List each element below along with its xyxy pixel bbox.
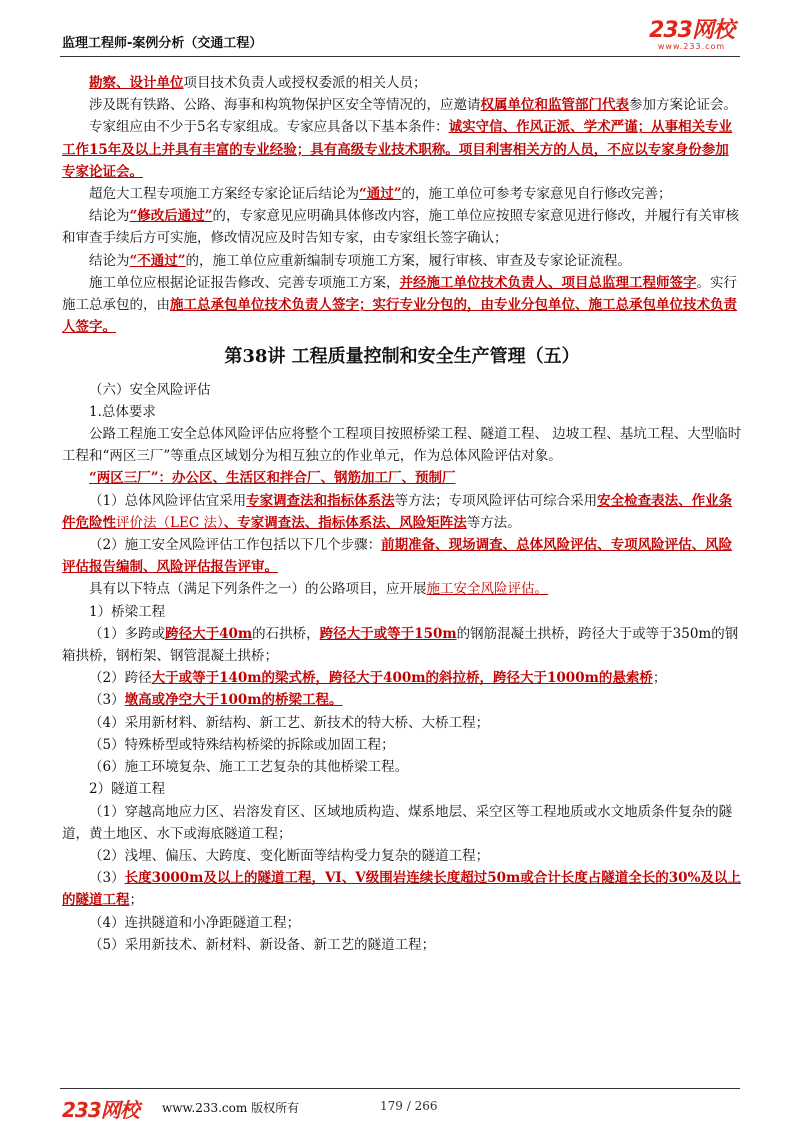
highlight-text: 施工安全风险评估。 <box>426 581 548 598</box>
body-text: 等方法；专项风险评估可综合采用 <box>394 492 598 509</box>
paragraph <box>62 534 742 578</box>
paragraph <box>62 272 742 339</box>
key-point-text: 并经施工单位技术负责人、项目总监理工程师签字 <box>399 274 697 291</box>
body-text: 的石拱桥， <box>252 625 320 642</box>
body-text: （4）采用新材料、新结构、新工艺、新技术的特大桥、大桥工程； <box>89 714 490 731</box>
body-text: （5）特殊桥型或特殊结构桥梁的拆除或加固工程； <box>89 736 395 753</box>
body-text: 具有以下特点（满足下列条件之一）的公路项目，应开展 <box>89 581 427 598</box>
body-text: 参加方案论证会。 <box>629 97 737 114</box>
key-point-text: 权属单位和监管部门代表 <box>480 97 629 114</box>
paragraph <box>62 734 742 756</box>
highlight-text: 评价法（LEC 法） <box>116 514 224 531</box>
paragraph <box>62 912 742 934</box>
paragraph <box>62 72 742 94</box>
key-point-text: 大于或等于140m的梁式桥，跨径大于400m的斜拉桥，跨径大于1000m的悬索桥 <box>151 670 653 687</box>
key-point-text: 跨径大于或等于150m <box>319 625 457 642</box>
body-text: 超危大工程专项施工方案经专家论证后结论为 <box>89 186 359 203</box>
paragraph <box>62 423 742 467</box>
body-text: 施工单位应根据论证报告修改、完善专项施工方案， <box>89 274 400 291</box>
paragraph <box>62 801 742 845</box>
paragraph <box>62 467 742 489</box>
body-text: 的，专家意见应明确具体修改内容，施工单位应按照专家意见进行修改，并履行有关审核和审查手续后方可实施，修改情况应及时告知专家，由专家组长签字确认； <box>62 208 740 247</box>
body-text: 公路工程施工安全总体风险评估应将整个工程项目按照桥梁工程、隧道工程、 边坡工程、基坑工程、大型临时工程和“两区三厂”等重点区域划分为相互独立的作业单元，作为总体风险评估对象。 <box>62 426 742 465</box>
body-text: 的钢筋混凝土拱桥，跨径大于或等于350m的钢箱拱桥，钢桁架、钢管混凝土拱桥； <box>62 625 739 665</box>
section-a <box>62 72 742 338</box>
page-number: 179 / 266 <box>380 1099 438 1113</box>
logo-main: 233网校 <box>649 18 734 43</box>
key-point-text: 施工总承包单位技术负责人签字；实行专业分包的，由专业分包单位、施工总承包单位技术负责人签字。 <box>62 297 737 336</box>
key-point-text: 勘察、设计单位 <box>89 75 184 91</box>
paragraph <box>62 689 742 711</box>
paragraph <box>62 623 742 667</box>
paragraph <box>62 934 742 956</box>
key-point-text: 墩高或净空大于100m的桥梁工程。 <box>124 692 343 709</box>
key-point-text: 跨径大于40m <box>165 625 253 642</box>
key-point-text: 、专家调查法、指标体系法、风险矩阵法 <box>223 514 467 531</box>
body-text: 涉及既有铁路、公路、海事和构筑物保护区安全等情况的，应邀请 <box>89 97 481 114</box>
header-rule <box>60 56 740 57</box>
body-text: 结论为 <box>89 252 130 269</box>
key-point-text: “两区三厂”：办公区、生活区和拌合厂、钢筋加工厂、预制厂 <box>89 470 456 487</box>
paragraph <box>62 205 742 249</box>
body-text: 2）隧道工程 <box>89 781 166 798</box>
paragraph <box>62 183 742 205</box>
body-text: 专家组应由不少于5名专家组成。专家应具备以下基本条件： <box>89 119 449 136</box>
paragraph <box>62 712 742 734</box>
paragraph <box>62 379 742 401</box>
paragraph <box>62 94 742 116</box>
body-text: （2）跨径 <box>89 670 152 687</box>
document-body <box>62 72 742 956</box>
footer-copyright: www.233.com 版权所有 <box>162 1101 300 1115</box>
body-text: （4）连拱隧道和小净距隧道工程； <box>89 914 301 931</box>
paragraph <box>62 756 742 778</box>
body-text: （2）施工安全风险评估工作包括以下几个步骤： <box>89 537 382 554</box>
key-point-text: 诚实守信、作风正派、学术严谨；从事相关专业工作15年及以上并具有丰富的专业经验；具有高级专业技术职称。项目利害相关方的人员，不应以专家身份参加专家论证会。 <box>62 119 733 180</box>
body-text: ； <box>652 670 667 687</box>
body-text: 的，施工单位可参考专家意见自行修改完善； <box>401 186 672 203</box>
lecture-heading: 第38讲 工程质量控制和安全生产管理（五） <box>224 346 580 368</box>
paragraph <box>62 867 742 911</box>
body-text: 项目技术负责人或授权委派的相关人员； <box>183 75 427 91</box>
key-point-text: 专家调查法和指标体系法 <box>246 492 395 509</box>
paragraph <box>62 116 742 183</box>
logo-sub: www.233.com <box>657 42 726 51</box>
body-text: 1）桥梁工程 <box>89 603 166 620</box>
header-title: 监理工程师-案例分析（交通工程） <box>62 36 263 51</box>
body-text: （5）采用新技术、新材料、新设备、新工艺的隧道工程； <box>89 936 436 953</box>
paragraph <box>62 578 742 600</box>
body-text: （3） <box>89 870 125 887</box>
body-text: （六）安全风险评估 <box>89 381 211 398</box>
key-point-text: “通过” <box>359 186 402 203</box>
paragraph <box>62 401 742 423</box>
body-text: 等方法。 <box>466 514 521 531</box>
footer-logo[interactable]: 233网校 <box>62 1098 139 1122</box>
footer-rule <box>60 1088 740 1089</box>
key-point-text: 长度3000m及以上的隧道工程，VI、V级围岩连续长度超过50m或合计长度占隧道全长的30%及以上的隧道工程 <box>62 870 741 909</box>
paragraph <box>62 845 742 867</box>
body-text: （3） <box>89 692 125 709</box>
body-text: （2）浅埋、偏压、大跨度、变化断面等结构受力复杂的隧道工程； <box>89 847 490 864</box>
key-point-text: 安全检查表法、作业条件危险性 <box>62 492 733 531</box>
paragraph <box>62 667 742 689</box>
paragraph <box>62 778 742 800</box>
body-text: 。实行施工总承包的，由 <box>62 274 737 314</box>
key-point-text: “修改后通过” <box>129 208 213 225</box>
body-text: （6）施工环境复杂、施工工艺复杂的其他桥梁工程。 <box>89 759 409 776</box>
body-text: 的，施工单位应重新编制专项施工方案，履行审核、审查及专家论证流程。 <box>185 252 632 269</box>
body-text: （1）穿越高地应力区、岩溶发育区、区域地质构造、煤系地层、采空区等工程地质或水文地质条件复杂的隧道，黄土地区、水下或海底隧道工程； <box>62 803 733 842</box>
key-point-text: “不通过” <box>129 252 186 269</box>
brand-logo[interactable] <box>649 20 734 51</box>
body-text: （1）多跨或 <box>89 625 166 642</box>
paragraph <box>62 490 742 534</box>
paragraph <box>62 250 742 272</box>
body-text: 1.总体要求 <box>89 403 156 420</box>
body-text: （1）总体风险评估宜采用 <box>89 492 247 509</box>
body-text: 结论为 <box>89 208 130 225</box>
body-text: ； <box>129 892 143 909</box>
key-point-text: 前期准备、现场调查、总体风险评估、专项风险评估、风险评估报告编制、风险评估报告评审。 <box>62 537 733 576</box>
section-b <box>62 379 742 956</box>
paragraph <box>62 601 742 623</box>
